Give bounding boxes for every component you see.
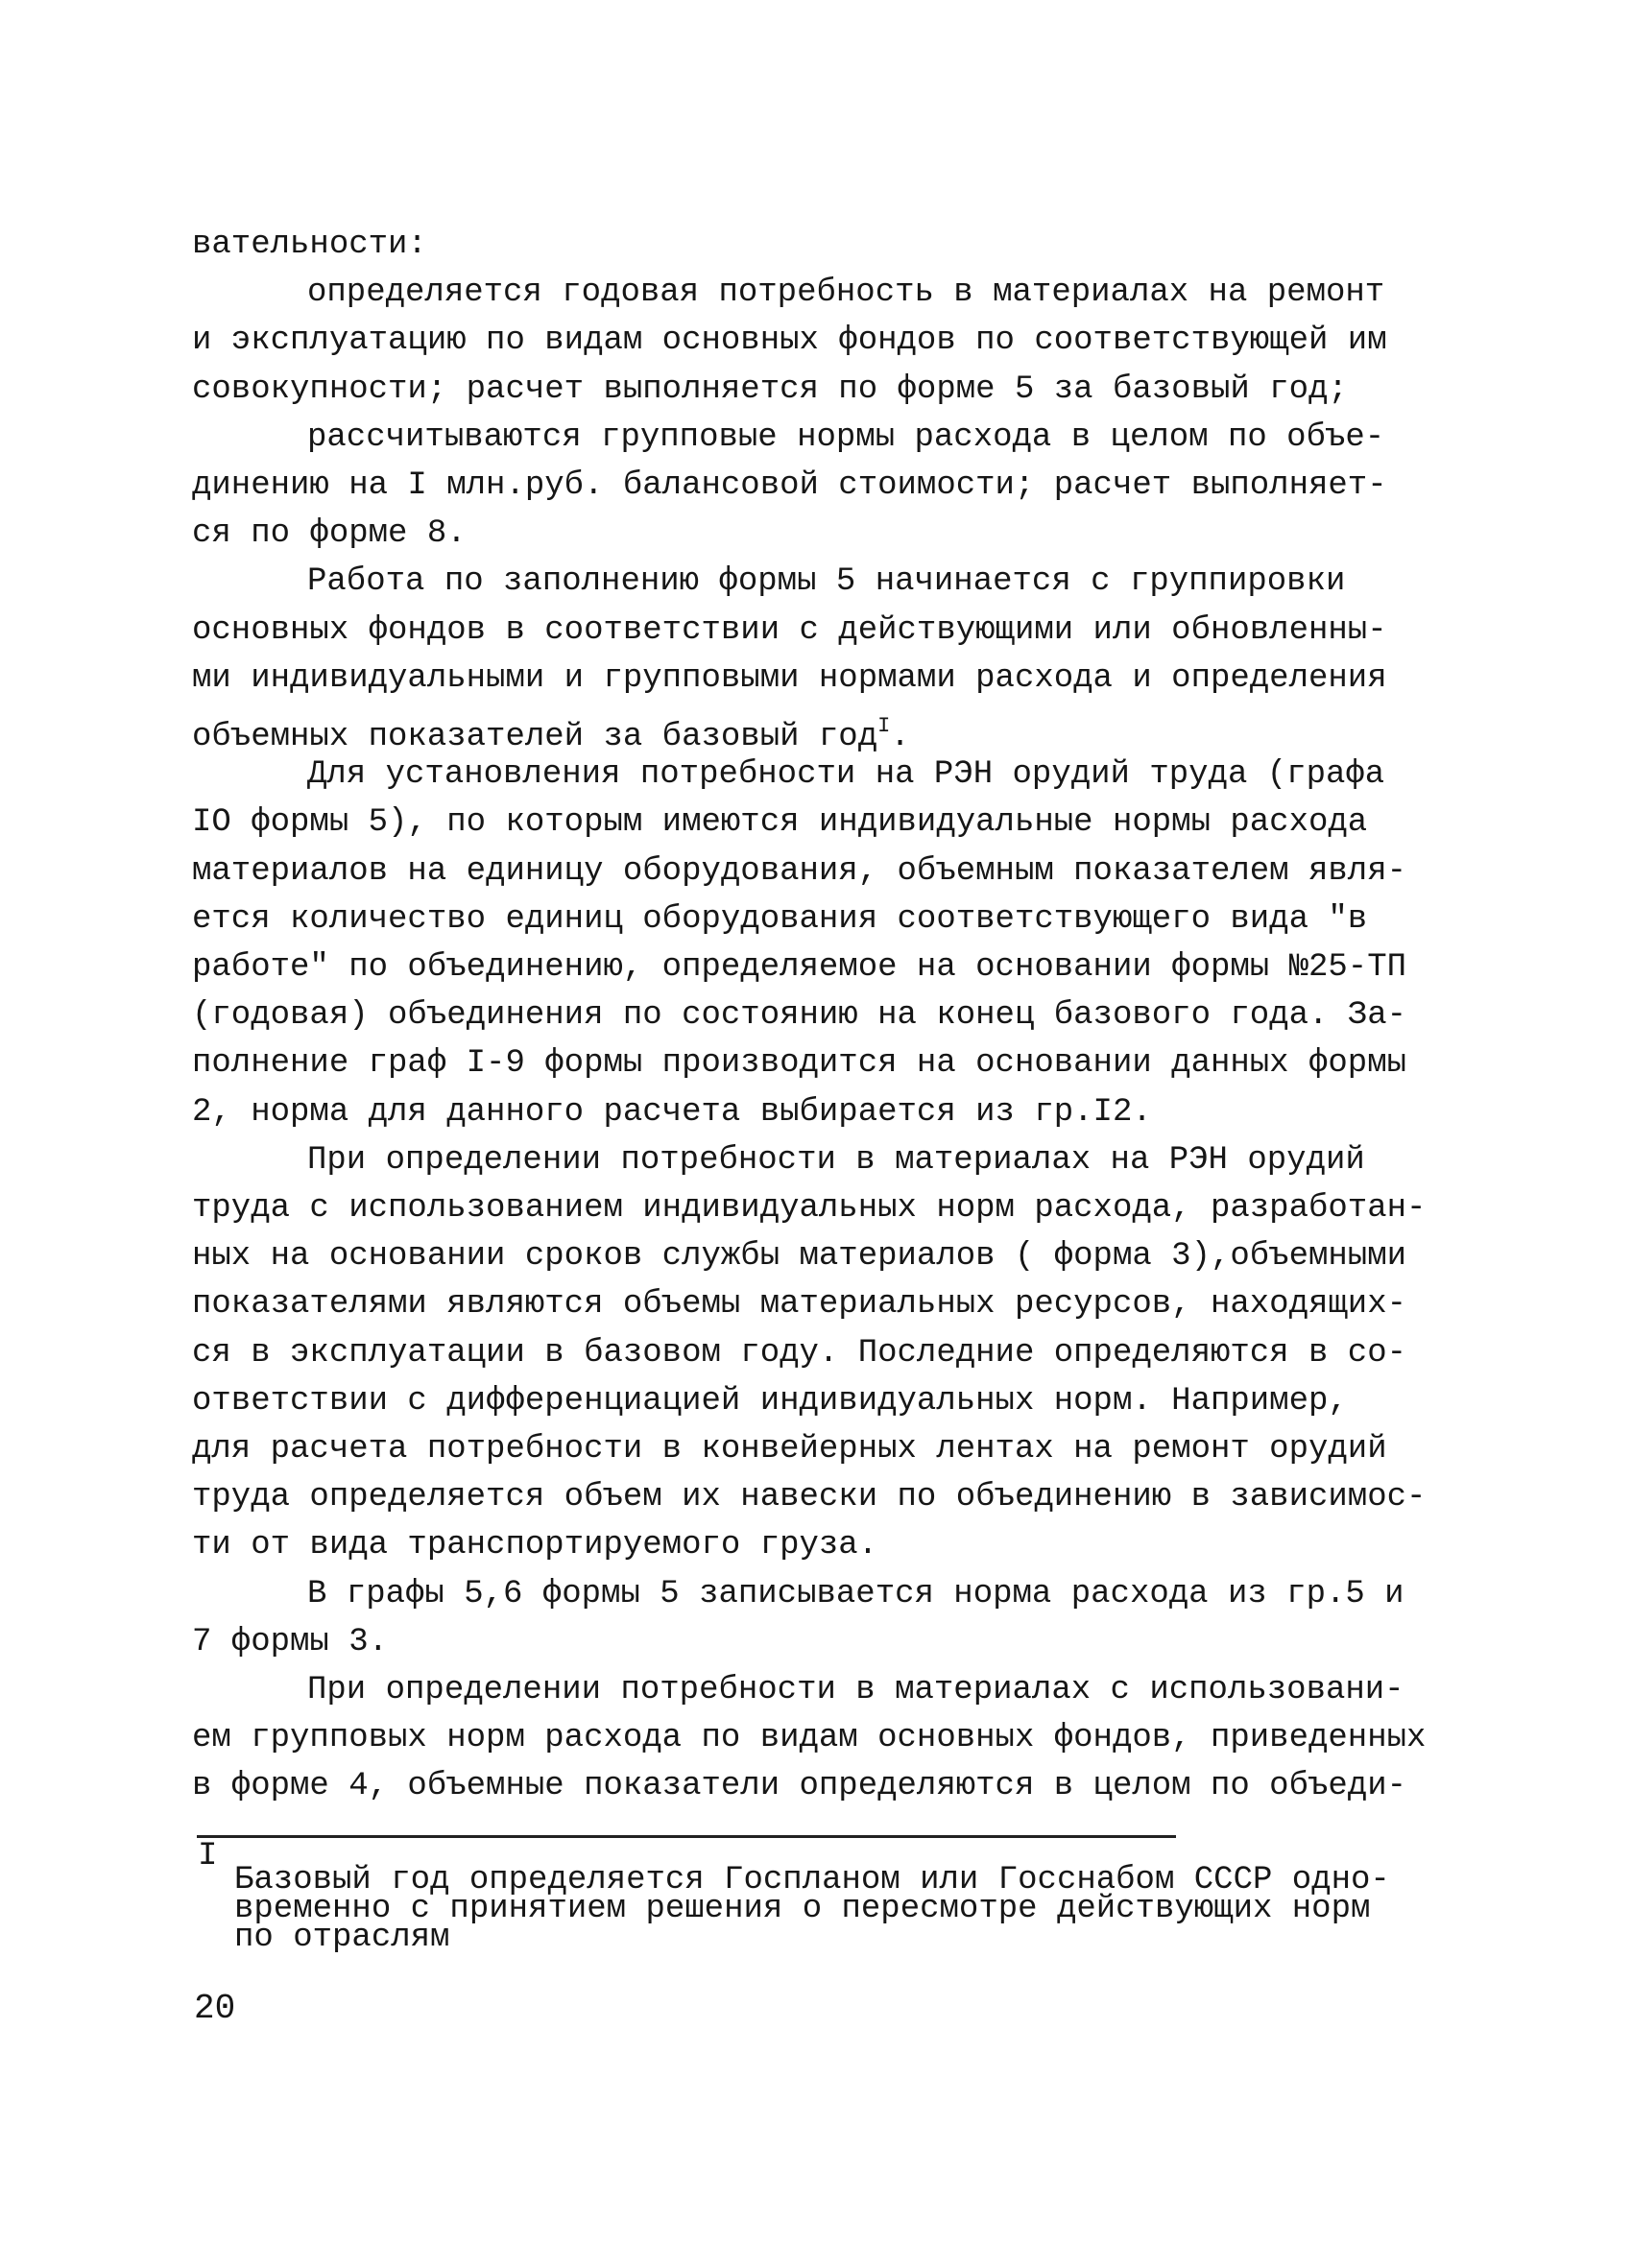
punctuation: . [890, 719, 910, 755]
text-line [192, 1088, 1152, 1136]
text-line [192, 317, 1387, 365]
footnote-divider [197, 1835, 1176, 1838]
text-line [192, 1714, 1426, 1762]
text-line [192, 1280, 1406, 1328]
text-line [192, 1039, 1406, 1087]
footnote-mark: I [198, 1838, 218, 1874]
text-line-content: (годовая) объединения по состоянию на конец базового года. За- [192, 997, 1407, 1035]
text-line [307, 558, 1345, 606]
text-line-content: ся в эксплуатации в базовом году. Последние определяются в со- [192, 1334, 1407, 1372]
text-line [192, 703, 910, 755]
text-line-content: 7 формы 3. [192, 1623, 389, 1660]
text-line [192, 607, 1387, 655]
text-line-content: материалов на единицу оборудования, объемным показателем явля- [192, 852, 1407, 890]
text-line-content: вательности: [192, 227, 427, 263]
text-line [192, 848, 1406, 895]
text-line [307, 1570, 1404, 1618]
text-line-content: В графы 5,6 формы 5 записывается норма расхода из гр.5 и [307, 1575, 1404, 1612]
text-line-content: и эксплуатацию по видам основных фондов по соответствующей им [192, 322, 1387, 360]
text-line [192, 991, 1406, 1039]
text-line [192, 895, 1367, 943]
text-line-content: труда с использованием индивидуальных норм расхода, разработан- [192, 1190, 1427, 1227]
page-number: 20 [194, 1989, 236, 2028]
text-line-content: ми индивидуальными и групповыми нормами расхода и определения [192, 659, 1387, 697]
text-line [192, 462, 1387, 510]
text-line-content: При определении потребности в материалах на РЭН орудий [307, 1141, 1365, 1179]
text-line-content: полнение граф I-9 формы производится на основании данных формы [192, 1045, 1407, 1083]
text-line [192, 799, 1367, 847]
text-line [192, 366, 1348, 414]
text-line-content: ти от вида транспортируемого груза. [192, 1527, 878, 1564]
text-line [192, 1184, 1426, 1232]
text-line-content: определяется годовая потребность в материалах на ремонт [307, 275, 1385, 312]
text-line-content: совокупности; расчет выполняется по форме 5 за базовый год; [192, 370, 1348, 408]
text-line [192, 1329, 1406, 1377]
text-line [192, 1762, 1406, 1810]
text-line [192, 1618, 388, 1666]
text-line [192, 943, 1406, 991]
text-line-content: Работа по заполнению формы 5 начинается с группировки [307, 563, 1346, 601]
text-line [192, 1377, 1348, 1425]
text-line-content: работе" по объединению, определяемое на основании формы №25-ТП [192, 949, 1407, 986]
text-line [192, 1232, 1406, 1280]
text-line-content: IO формы 5), по которым имеются индивидуальные нормы расхода [192, 804, 1368, 842]
text-line [192, 510, 467, 558]
text-line [192, 1521, 877, 1569]
text-line-content: При определении потребности в материалах с использовани- [307, 1672, 1404, 1708]
text-line [192, 1425, 1387, 1473]
text-line [192, 655, 1387, 703]
text-line-content: ем групповых норм расхода по видам основных фондов, приведенных [192, 1720, 1427, 1757]
text-line-content: 2, норма для данного расчета выбирается из гр.I2. [192, 1093, 1152, 1131]
text-line-content: для расчета потребности в конвейерных лентах на ремонт орудий [192, 1431, 1387, 1468]
text-line [307, 751, 1384, 799]
text-line-content: рассчитываются групповые нормы расхода в целом по объе- [307, 418, 1385, 456]
text-line-content: труда определяется объем их навески по объединению в зависимос- [192, 1479, 1427, 1516]
text-line-content: в форме 4, объемные показатели определяются в целом по объеди- [192, 1768, 1407, 1805]
text-line [307, 269, 1384, 317]
text-line [192, 221, 427, 269]
text-line-content: ных на основании сроков службы материалов ( форма 3),объемными [192, 1238, 1407, 1276]
footnote-reference: I [877, 714, 891, 738]
footnote-text: Базовый год определяется Госпланом или Госснабом СССР одно- временно с принятием решения о пересмотре действующих норм по отраслям [234, 1862, 1390, 1956]
text-line [192, 1473, 1426, 1521]
text-line [307, 414, 1384, 462]
text-line-content: показателями являются объемы материальных ресурсов, находящих- [192, 1286, 1407, 1324]
text-line-content: динению на I млн.руб. балансовой стоимости; расчет выполняет- [192, 467, 1387, 504]
text-line [307, 1136, 1365, 1184]
text-line-content: ся по форме 8. [192, 515, 467, 553]
text-line-content: ется количество единиц оборудования соответствующего вида "в [192, 900, 1368, 938]
text-line-content: основных фондов в соответствии с действующими или обновленны- [192, 611, 1387, 649]
text-line-content: ответствии с дифференциацией индивидуальных норм. Например, [192, 1382, 1348, 1420]
text-line [307, 1666, 1404, 1714]
text-line-content: объемных показателей за базовый год [192, 719, 878, 755]
text-line-content: Для установления потребности на РЭН орудий труда (графа [307, 756, 1385, 794]
